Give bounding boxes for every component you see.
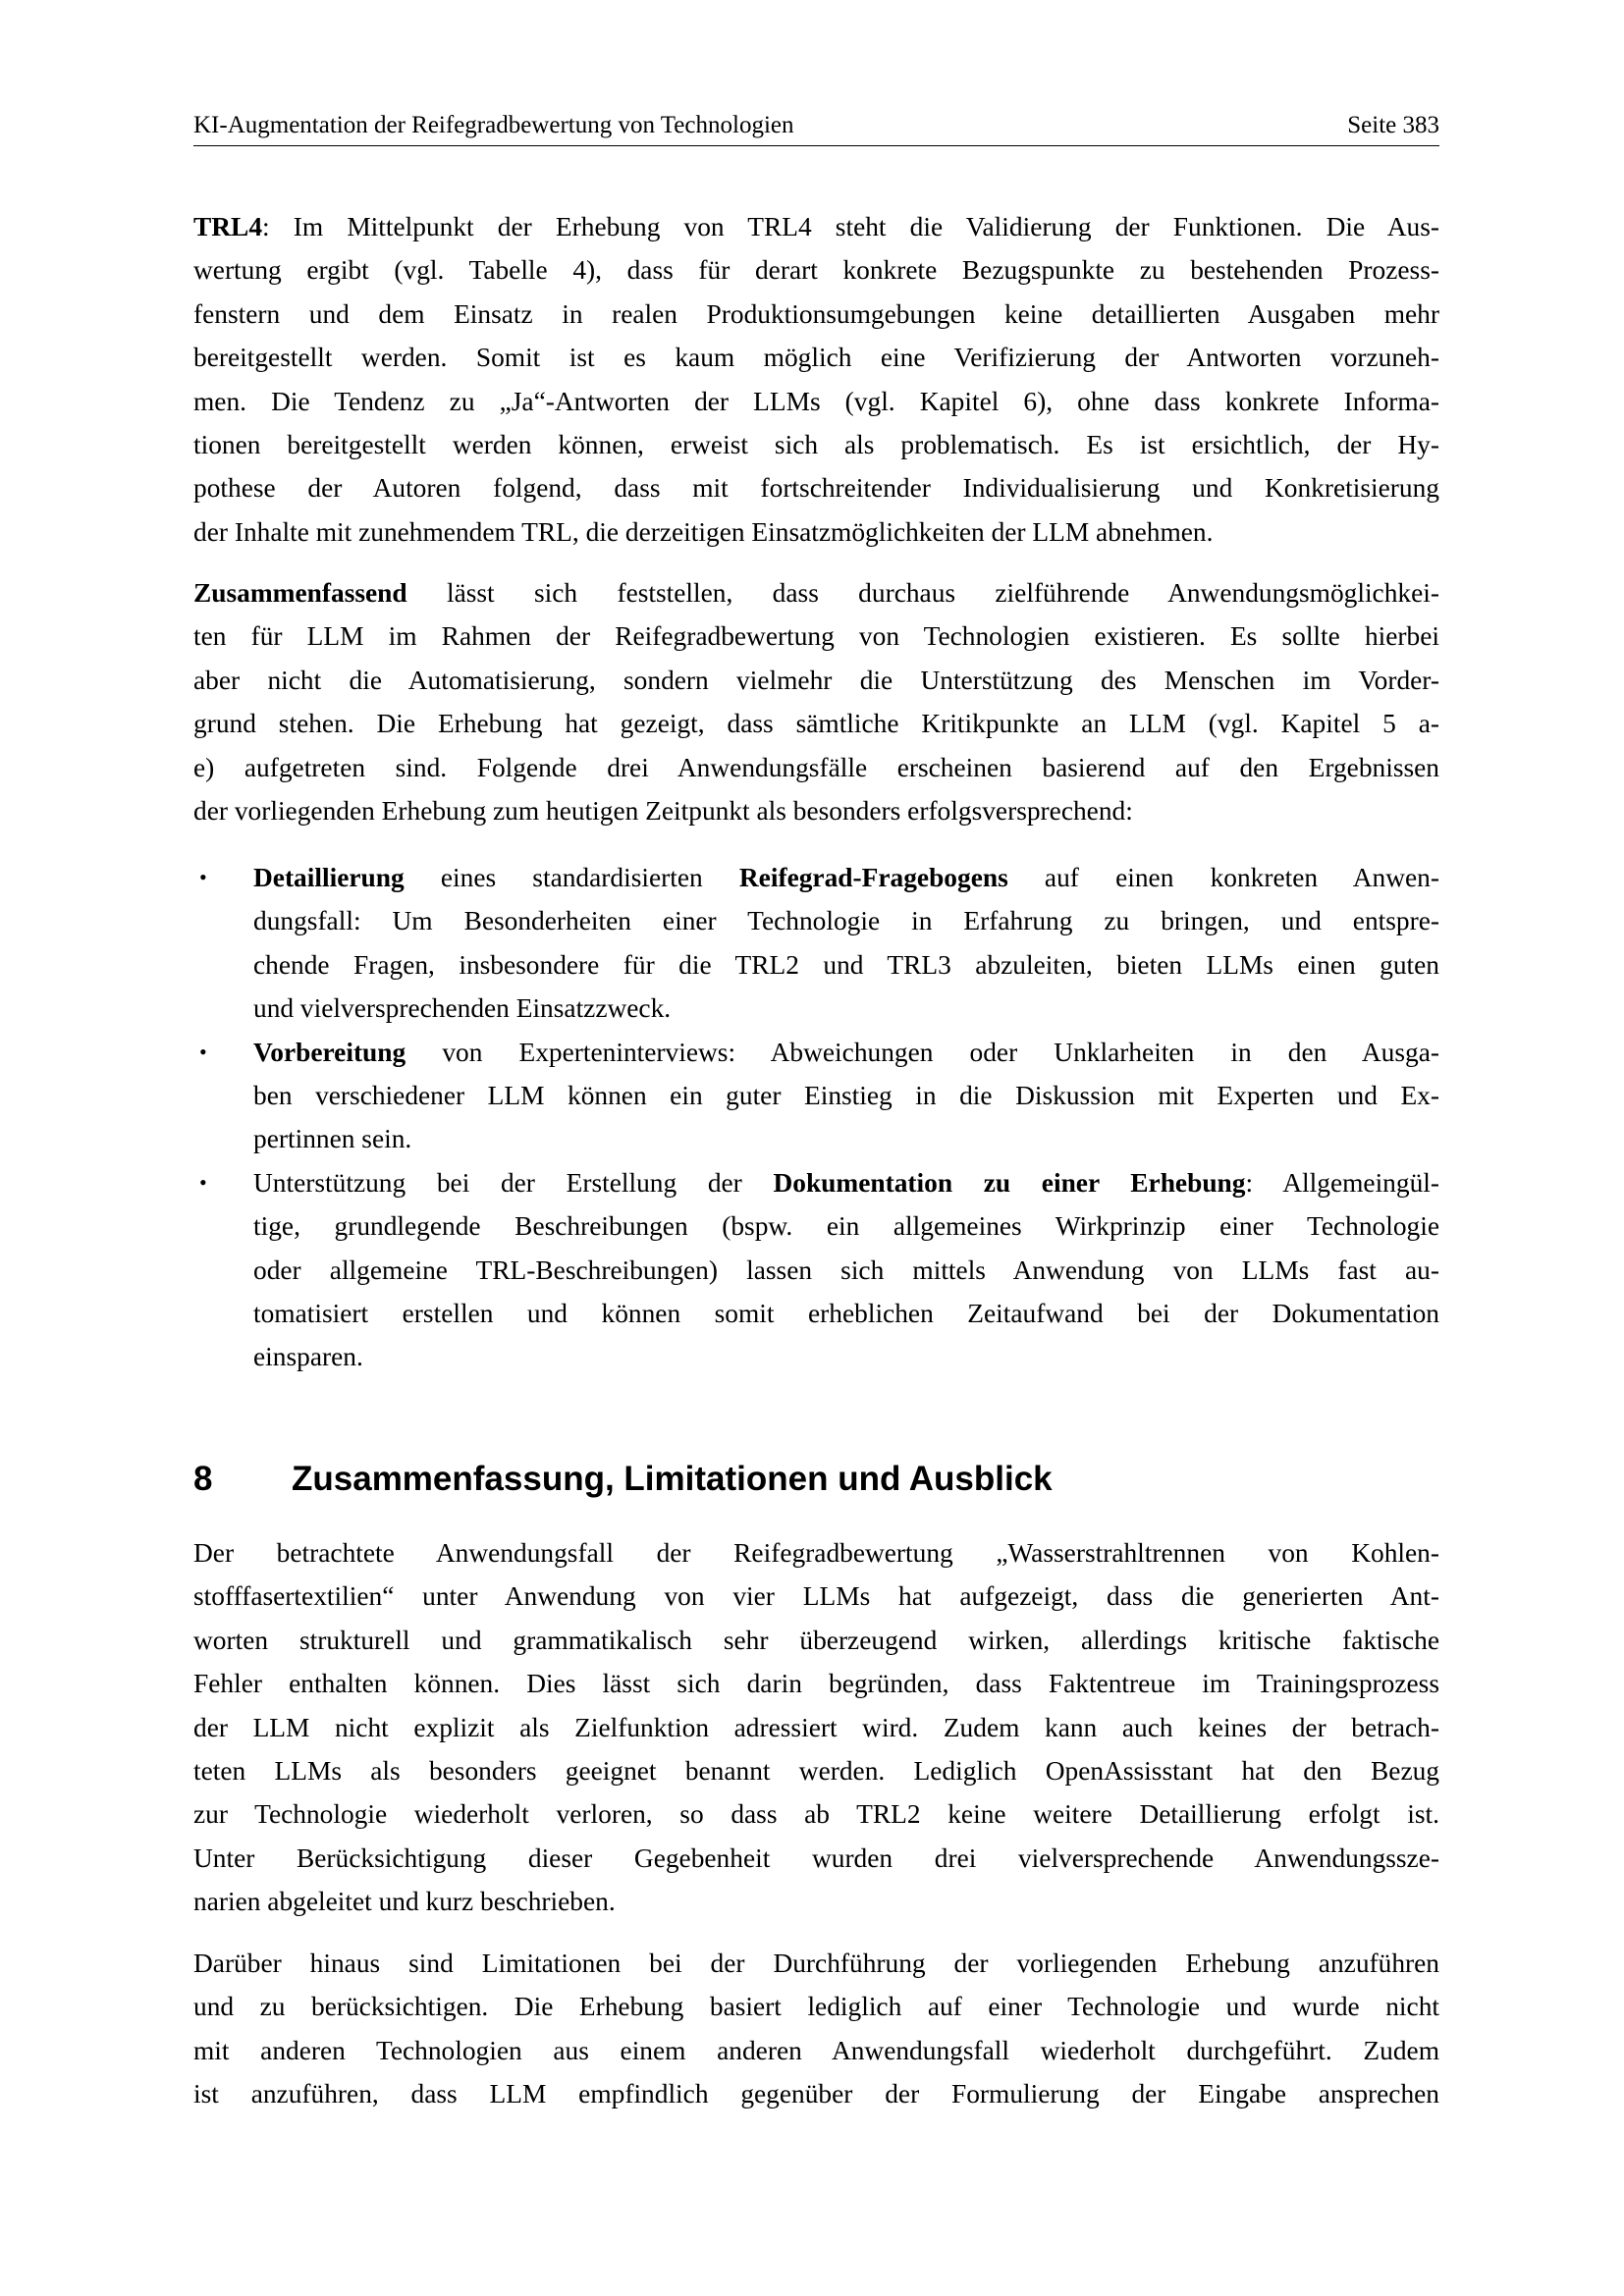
paragraph-lead-bold: TRL4: [193, 212, 263, 241]
text-line: bereitgestellt werden. Somit ist es kaum möglich eine Verifizierung der Antworten vorzuneh-: [193, 343, 1439, 373]
text-line: men. Die Tendenz zu „Ja“-Antworten der LLMs (vgl. Kapitel 6), ohne dass konkrete Informa-: [193, 386, 1439, 416]
text-line: ten für LLM im Rahmen der Reifegradbewertung von Technologien existieren. Es sollte hierbei: [193, 621, 1439, 652]
text-line: oder allgemeine TRL-Beschreibungen) lassen sich mittels Anwendung von LLMs fast au-: [253, 1255, 1439, 1285]
text-line: und vielversprechenden Einsatzzweck.: [253, 993, 672, 1024]
text-line: und zu berücksichtigen. Die Erhebung basiert lediglich auf einer Technologie und wurde nicht: [193, 1992, 1439, 2022]
text-line: tomatisiert erstellen und können somit erheblichen Zeitaufwand bei der Dokumentation: [253, 1298, 1439, 1328]
text-line: Der betrachtete Anwendungsfall der Reifegradbewertung „Wasserstrahltrennen von Kohlen-: [193, 1538, 1439, 1568]
paragraph-s8-2: [193, 1942, 1439, 2116]
text-line: der LLM nicht explizit als Zielfunktion adressiert wird. Zudem kann auch keines der betrach-: [193, 1712, 1439, 1742]
paragraph-s8-1: [193, 1531, 1439, 1924]
text-line: e) aufgetreten sind. Folgende drei Anwendungsfälle erscheinen basierend auf den Ergebnissen: [193, 752, 1439, 782]
text-line: Unter Berücksichtigung dieser Gegebenheit wurden drei vielversprechende Anwendungssze-: [193, 1842, 1439, 1873]
running-header: [193, 106, 1439, 146]
paragraph-summary: [193, 571, 1439, 832]
page-number: Seite 383: [1347, 112, 1439, 138]
text-line: teten LLMs als besonders geeignet benannt werden. Lediglich OpenAssisstant hat den Bezug: [193, 1755, 1439, 1786]
text-line: Vorbereitung von Experteninterviews: Abweichungen oder Unklarheiten in den Ausga-: [253, 1037, 1439, 1067]
text-line: pothese der Autoren folgend, dass mit fortschreitender Individualisierung und Konkretisierung: [193, 473, 1439, 504]
section-heading: [193, 1458, 1053, 1501]
running-title: KI-Augmentation der Reifegradbewertung von Technologien: [193, 112, 794, 138]
list-item: [193, 1031, 1439, 1161]
text-line: mit anderen Technologien aus einem anderen Anwendungsfall wiederholt durchgeführt. Zudem: [193, 2035, 1439, 2065]
text-line: Darüber hinaus sind Limitationen bei der Durchführung der vorliegenden Erhebung anzuführen: [193, 1949, 1439, 1978]
paragraph-lead-bold: Zusammenfassend: [193, 578, 407, 608]
paragraph-trl4: [193, 205, 1439, 554]
text-line: der vorliegenden Erhebung zum heutigen Zeitpunkt als besonders erfolgsversprechend:: [193, 795, 1133, 826]
text-line: pertinnen sein.: [253, 1124, 412, 1154]
section-title: Zusammenfassung, Limitationen und Ausblick: [292, 1460, 1053, 1498]
text-line: stofffasertextilien“ unter Anwendung von vier LLMs hat aufgezeigt, dass die generierten Ant-: [193, 1581, 1439, 1612]
list-item: [193, 1161, 1439, 1379]
text-line: TRL4: Im Mittelpunkt der Erhebung von TRL4 steht die Validierung der Funktionen. Die Aus-: [193, 212, 1439, 241]
text-line: einsparen.: [253, 1342, 363, 1372]
text-line: zur Technologie wiederholt verloren, so dass ab TRL2 keine weitere Detaillierung erfolgt ist.: [193, 1799, 1439, 1830]
bullet-icon: •: [199, 1039, 207, 1064]
text-line: wertung ergibt (vgl. Tabelle 4), dass für derart konkrete Bezugspunkte zu bestehenden Prozess-: [193, 255, 1439, 286]
text-line: worten strukturell und grammatikalisch sehr überzeugend wirken, allerdings kritische faktische: [193, 1625, 1439, 1655]
bullet-icon: •: [199, 1169, 207, 1195]
text-line: tionen bereitgestellt werden können, erweist sich als problematisch. Es ist ersichtlich, der Hy-: [193, 429, 1439, 459]
use-case-list: [193, 856, 1439, 1379]
text-line: aber nicht die Automatisierung, sondern vielmehr die Unterstützung des Menschen im Vorder-: [193, 665, 1439, 695]
text-line: der Inhalte mit zunehmendem TRL, die derzeitigen Einsatzmöglichkeiten der LLM abnehmen.: [193, 516, 1214, 547]
text-line: tige, grundlegende Beschreibungen (bspw. ein allgemeines Wirkprinzip einer Technologie: [253, 1211, 1439, 1242]
text-line: Fehler enthalten können. Dies lässt sich darin begründen, dass Faktentreue im Trainingsprozess: [193, 1669, 1439, 1699]
bullet-icon: •: [199, 865, 207, 889]
text-line: chende Fragen, insbesondere für die TRL2 und TRL3 abzuleiten, bieten LLMs einen guten: [253, 949, 1439, 980]
text-line: Zusammenfassend lässt sich feststellen, dass durchaus zielführende Anwendungsmöglichkei-: [193, 578, 1439, 608]
text-line: fenstern und dem Einsatz in realen Produktionsumgebungen keine detaillierten Ausgaben mehr: [193, 298, 1439, 329]
text-line: grund stehen. Die Erhebung hat gezeigt, dass sämtliche Kritikpunkte an LLM (vgl. Kapitel 5 a-: [193, 709, 1439, 739]
list-item: [193, 856, 1439, 1031]
text-line: Unterstützung bei der Erstellung der Dokumentation zu einer Erhebung: Allgemeingül-: [253, 1167, 1439, 1198]
text-line: ben verschiedener LLM können ein guter Einstieg in die Diskussion mit Experten und Ex-: [253, 1080, 1439, 1110]
text-line: dungsfall: Um Besonderheiten einer Technologie in Erfahrung zu bringen, und entspre-: [253, 906, 1439, 936]
text-line: ist anzuführen, dass LLM empfindlich gegenüber der Formulierung der Eingabe ansprechen: [193, 2079, 1439, 2109]
text-line: narien abgeleitet und kurz beschrieben.: [193, 1887, 616, 1917]
text-line: Detaillierung eines standardisierten Reifegrad-Fragebogens auf einen konkreten Anwen-: [253, 863, 1440, 892]
section-number: 8: [193, 1460, 213, 1498]
